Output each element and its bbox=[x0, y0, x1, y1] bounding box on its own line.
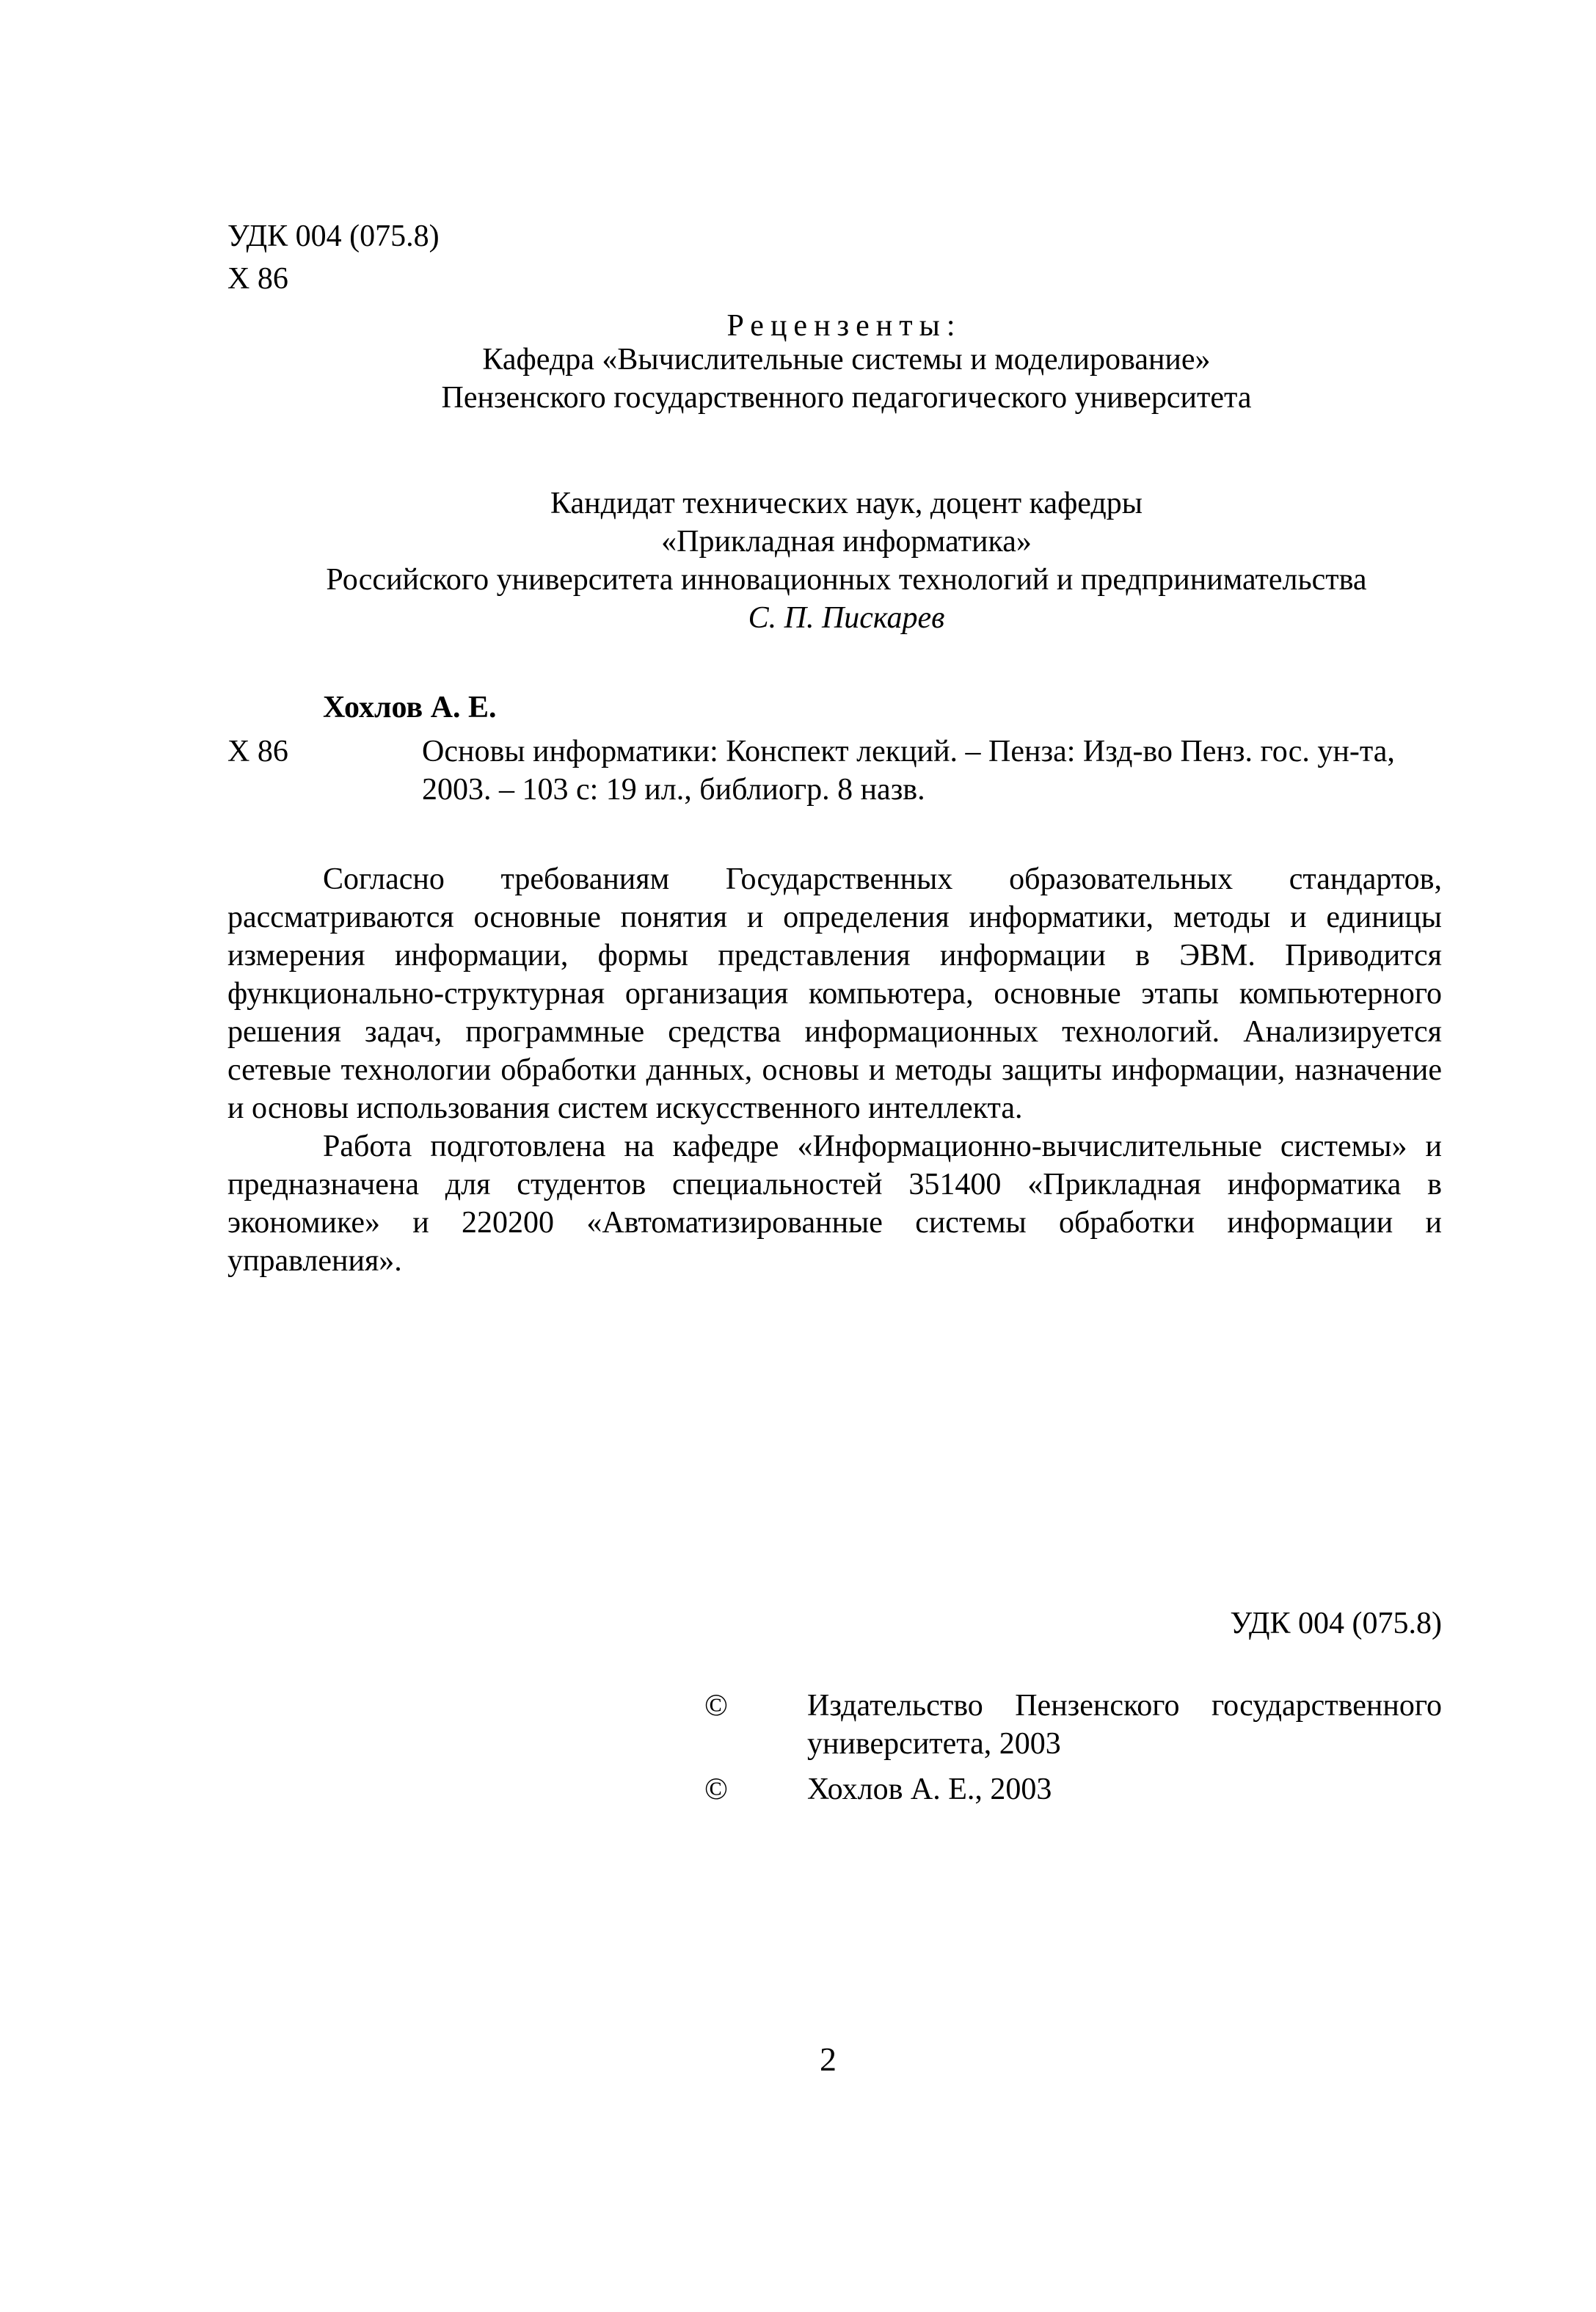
reviewer-2-name: С. П. Пискарев bbox=[748, 601, 945, 635]
reviewer-2-line-3: Российского университета инновационных технологий и предпринимательства bbox=[326, 563, 1367, 597]
copyright-publisher bbox=[704, 1687, 1442, 1763]
bibliography-code: Х 86 bbox=[227, 735, 288, 768]
bibliography-description bbox=[422, 733, 1442, 809]
reviewer-2-line-2: «Прикладная информатика» bbox=[661, 525, 1032, 559]
abstract-paragraph-1: Согласно требованиям Государственных образовательных стандартов, рассматриваются основные понятия и определения информатики, методы и единицы измерения информации, формы представления информации в ЭВМ. Приводится функционально-структурная организация компьютера, основные этапы компьютерного решения задач, программные средства информационных технологий. Анализируется сетевые технологии обработки данных, основы и методы защиты информации, назначение и основы использования систем искусственного интеллекта. bbox=[227, 862, 1442, 1125]
abstract-paragraph-2: Работа подготовлена на кафедре «Информационно-вычислительные системы» и предназначена для студентов специальностей 351400 «Прикладная информатика в экономике» и 220200 «Автоматизированные системы обработки информации и управления». bbox=[227, 1130, 1442, 1278]
page-number: 2 bbox=[820, 2040, 837, 2078]
udk-code: УДК 004 (075.8) bbox=[227, 219, 440, 253]
reviewer-1-line-1: Кафедра «Вычислительные системы и моделирование» bbox=[482, 343, 1211, 377]
copyright-author-text: Хохлов А. Е., 2003 bbox=[807, 1773, 1052, 1806]
reviewer-1-line-2: Пензенского государственного педагогического университета bbox=[441, 381, 1252, 415]
reviewers-heading: Рецензенты: bbox=[726, 309, 962, 343]
bibliography-line-1: Основы информатики: Конспект лекций. – Пенза: Изд-во Пенз. гос. ун-та, bbox=[422, 735, 1395, 768]
library-code: Х 86 bbox=[227, 262, 288, 296]
copyright-icon: © bbox=[704, 1773, 728, 1806]
copyright-author bbox=[704, 1770, 1442, 1808]
reviewer-1 bbox=[0, 341, 1596, 417]
copyright-icon: © bbox=[704, 1689, 728, 1723]
reviewer-2 bbox=[0, 484, 1596, 637]
bibliography-line-2: 2003. – 103 с: 19 ил., библиогр. 8 назв. bbox=[422, 773, 925, 807]
copyright-publisher-text: Издательство Пензенского государственного университета, 2003 bbox=[807, 1689, 1442, 1761]
copyright-block bbox=[704, 1687, 1442, 1816]
abstract bbox=[227, 860, 1442, 1280]
author-name: Хохлов А. Е. bbox=[323, 691, 497, 724]
reviewer-2-line-1: Кандидат технических наук, доцент кафедры bbox=[550, 487, 1143, 520]
udk-code-bottom: УДК 004 (075.8) bbox=[1230, 1607, 1442, 1640]
